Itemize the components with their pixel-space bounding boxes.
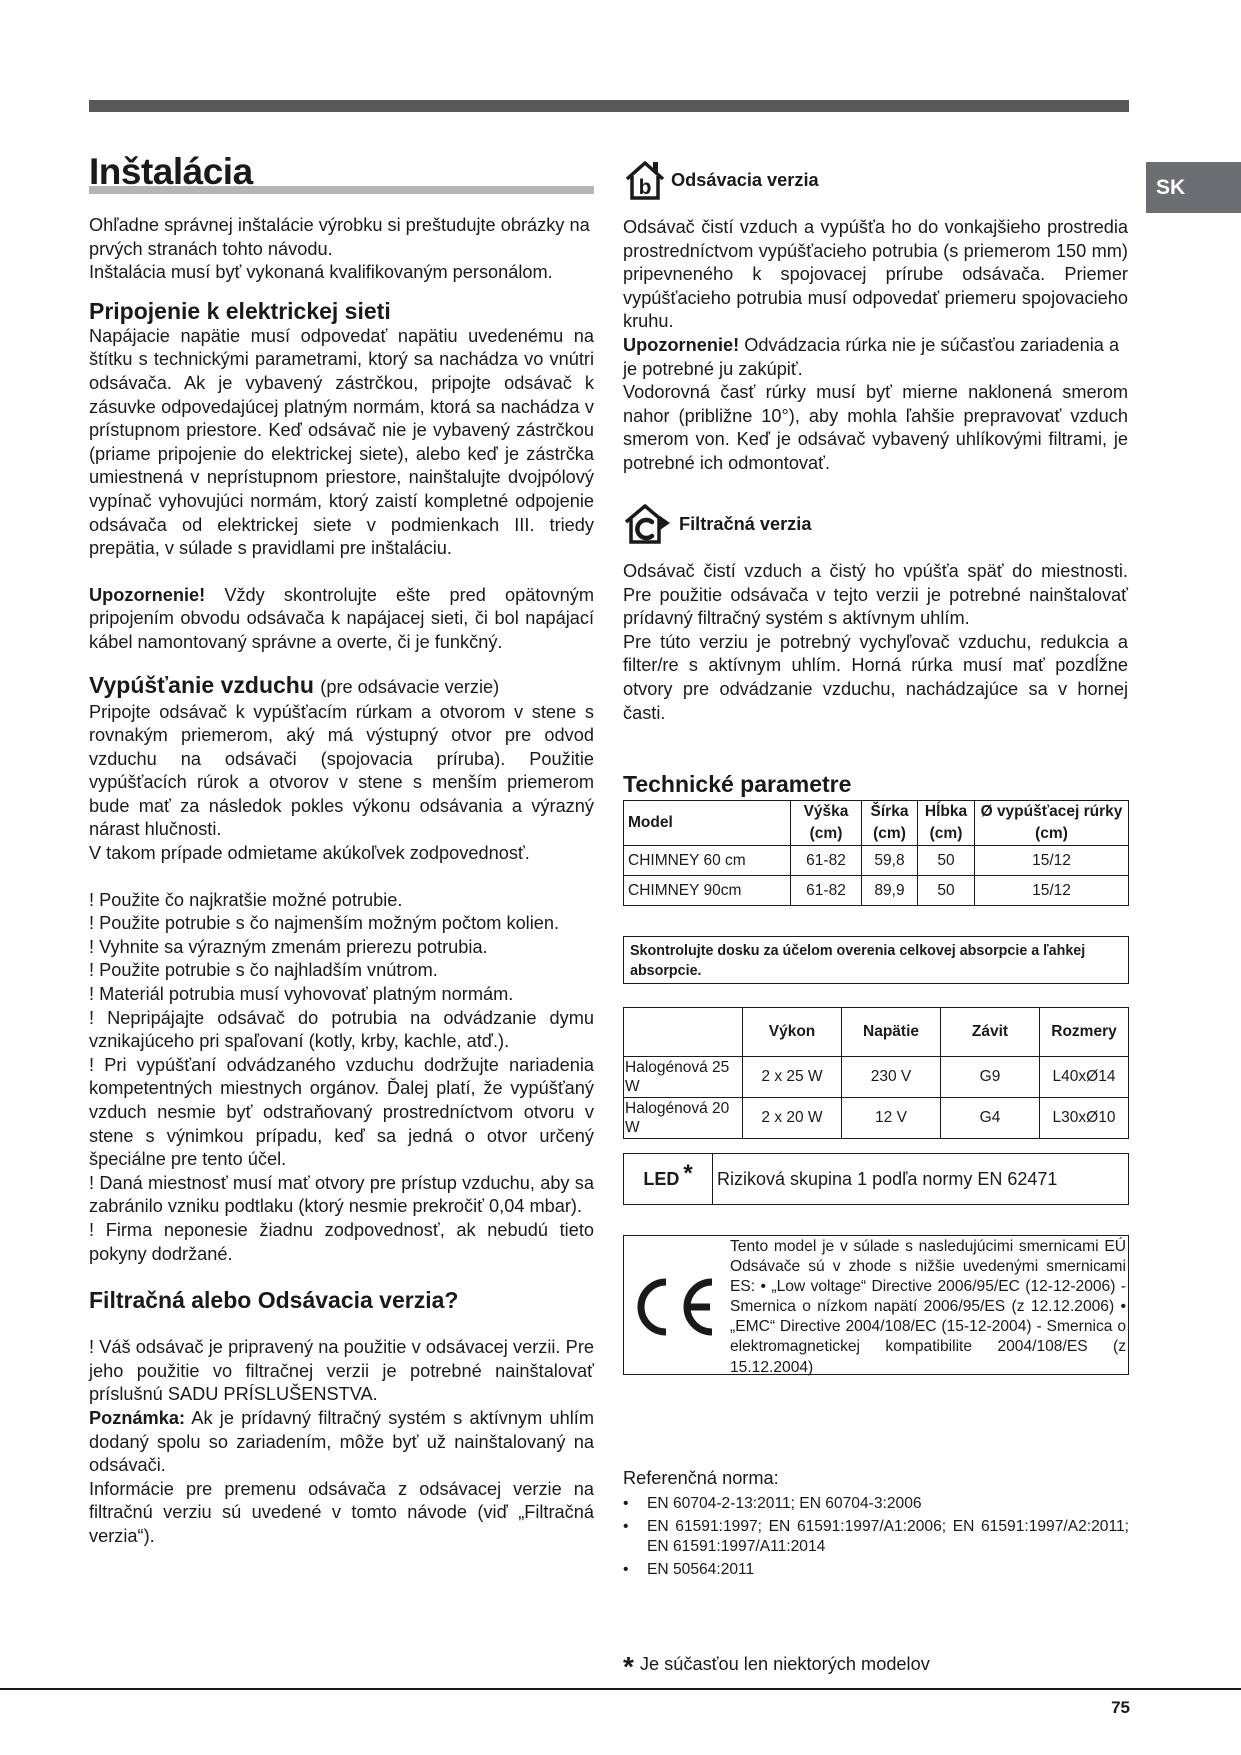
- led-label-cell: [624, 1154, 713, 1204]
- filter-version-label: Filtračná verzia: [679, 513, 812, 534]
- table-cell: 89,9: [862, 876, 918, 906]
- filter-version-text: [623, 560, 1128, 725]
- note-label: Poznámka:: [89, 1407, 186, 1428]
- list-item: [623, 1517, 1129, 1557]
- table-cell: 15/12: [975, 846, 1129, 876]
- table-row: [624, 876, 1129, 906]
- house-recirculation-icon: [623, 502, 675, 546]
- rule-item: ! Použite čo najkratšie možné potrubie.: [89, 889, 403, 910]
- col-header: Hĺbka (cm): [918, 801, 975, 846]
- table-row: [624, 1098, 1129, 1139]
- refs-list: [623, 1494, 1129, 1580]
- table-cell: 12 V: [842, 1098, 941, 1139]
- footnote-asterisk: *: [623, 1651, 634, 1682]
- ce-box: [623, 1235, 1129, 1375]
- note-text: Ak je prídavný filtračný systém s aktívnym uhlím dodaný spolu so zariadením, môže byť už nainštalovaný na odsávači.: [89, 1407, 594, 1476]
- exhaust-version-warning: [623, 334, 1128, 381]
- ref-text: EN 61591:1997; EN 61591:1997/A1:2006; EN 61591:1997/A2:2011; EN 61591:1997/A11:2014: [647, 1518, 1129, 1555]
- tech-table: [623, 800, 1129, 906]
- rule-item: ! Vyhnite sa výrazným zmenám prierezu potrubia.: [89, 936, 488, 957]
- filter-version-p2: Pre túto verziu je potrebný vychyľovač vzduchu, redukcia a filter/re s aktívnym uhlím. Horná rúrka musí mať pozdĺžne otvory pre odvádzanie vzduchu, nachádzajúce sa v hornej časti.: [623, 631, 1128, 723]
- exhaust-version-label: Odsávacia verzia: [671, 169, 819, 190]
- table-cell: 50: [918, 876, 975, 906]
- table-cell: L40xØ14: [1040, 1057, 1129, 1098]
- exhaust-version-p3: Vodorovná časť rúrky musí byť mierne naklonená smerom nahor (približne 10°), aby mohla ľahšie prepravovať vzduch smerom von. Keď je odsávač vybavený uhlíkovými filtrami, je potrebné ich odmontovať.: [623, 382, 1128, 473]
- rule-item: ! Materiál potrubia musí vyhovovať platným normám.: [89, 984, 514, 1005]
- version-heading: Filtračná alebo Odsávacia verzia?: [89, 1287, 459, 1314]
- version-p1: ! Váš odsávač je pripravený na použitie v odsávacej verzii. Pre jeho použitie vo filtračnej verzii je potrebné nainštalovať príslušnú SADU PRÍSLUŠENSTVA.: [89, 1337, 594, 1405]
- version-note: [89, 1407, 594, 1478]
- rule-item: ! Pri vypúšťaní odvádzaného vzduchu dodržujte nariadenia kompetentných miestnych orgánov. Ďalej platí, že vypúšťaný vzduch nesmie byť odstraňovaný prostredníctvom otvoru v stene s výnimkou prípadu, keď sa jedná o otvor určený špeciálne pre tento účel.: [89, 1054, 594, 1170]
- table-cell: CHIMNEY 60 cm: [624, 846, 791, 876]
- col-header: Napätie: [842, 1008, 941, 1057]
- col-header: Závit: [941, 1008, 1040, 1057]
- ref-text: EN 60704-2-13:2011; EN 60704-3:2006: [647, 1495, 922, 1512]
- table-cell: G4: [941, 1098, 1040, 1139]
- language-tab: SK: [1146, 162, 1241, 213]
- list-item: [623, 1494, 1129, 1514]
- top-bar: [89, 100, 1129, 112]
- exhaust-heading: [89, 671, 594, 701]
- bullet-icon: •: [623, 1561, 629, 1578]
- exhaust-body: Pripojte odsávač k vypúšťacím rúrkam a otvorom v stene s rovnakým priemerom, aký má výstupný otvor pre odvod vzduchu na odsávači (spojovacia príruba). Použitie vypúšťacích rúrok a otvorov v stene s menším priemerom bude mať za následok pokles výkonu odsávania a výrazný nárast hlučnosti.: [89, 701, 594, 840]
- exhaust-version-text: [623, 216, 1128, 476]
- col-header: Rozmery: [1040, 1008, 1129, 1057]
- table-cell: 2 x 25 W: [743, 1057, 842, 1098]
- refs-title: Referenčná norma:: [623, 1468, 779, 1488]
- filter-version-p1: Odsávač čistí vzduch a čistý ho vpúšťa späť do miestnosti. Pre použitie odsávača v tejto verzii je potrebné nainštalovať prídavný filtračný systém s aktívnym uhlím.: [623, 561, 1128, 629]
- warning-label: Upozornenie!: [89, 584, 206, 605]
- reference-standards: [623, 1466, 1129, 1583]
- page-number: 75: [1111, 1698, 1130, 1717]
- col-header: Ø vypúšťacej rúrky (cm): [975, 801, 1129, 846]
- exhaust-heading-text: Vypúšťanie vzduchu: [89, 671, 314, 698]
- bullet-icon: •: [623, 1495, 629, 1512]
- table-cell: 61-82: [791, 876, 862, 906]
- rule-item: ! Daná miestnosť musí mať otvory pre prístup vzduchu, aby sa zabránilo vzniku podtlaku (ktorý nesmie prekročiť 0,04 mbar).: [89, 1172, 594, 1217]
- table-cell: 230 V: [842, 1057, 941, 1098]
- table-cell: Halogénová 25 W: [624, 1057, 743, 1098]
- led-label: LED: [643, 1168, 680, 1189]
- rule-item: ! Nepripájajte odsávač do potrubia na odvádzanie dymu vznikajúceho pri spaľovaní (kotly, krby, kachle, atď.).: [89, 1007, 594, 1052]
- rule-item: ! Firma neponesie žiadnu zodpovednosť, ak nebudú tieto pokyny dodržané.: [89, 1219, 594, 1264]
- electric-body: Napájacie napätie musí odpovedať napätiu uvedenému na štítku s technickými parametrami, ktorý sa nachádza vo vnútri odsávača. Ak je vybavený zástrčkou, pripojte odsávač k zásuvke odpovedajúcej platným normám, ktorá sa nachádza v prístupnom priestore. Keď odsávač nie je vybavený zástrčkou (priame pripojenie do elektrickej siete), alebo keď je zástrčka umiestnená v neprístupnom priestore, nainštalujte dvojpólový vypínač vyhovujúci normám, ktorý zaistí kompletné odpojenie odsávača od elektrickej siete v podmienkach III. triedy prepätia, v súlade s pravidlami pre inštaláciu.: [89, 325, 594, 559]
- table-cell: 15/12: [975, 876, 1129, 906]
- list-item: [623, 1560, 1129, 1580]
- intro-line-1: Ohľadne správnej inštalácie výrobku si preštudujte obrázky na prvých stranách tohto návodu.: [89, 215, 590, 259]
- page-title: Inštalácia: [89, 151, 253, 192]
- table-row: [624, 1057, 1129, 1098]
- table-cell: G9: [941, 1057, 1040, 1098]
- table-row: [624, 846, 1129, 876]
- lamps-table: [623, 1007, 1129, 1139]
- led-box: [623, 1153, 1129, 1205]
- col-header: Model: [624, 801, 791, 846]
- exhaust-version-p1: Odsávač čistí vzduch a vypúšťa ho do vonkajšieho prostredia prostredníctvom vypúšťacieho potrubia (s priemerom 150 mm) pripevneného k spojovacej prírube odsávača. Priemer vypúšťacieho potrubia musí odpovedať priemeru spojovacieho kruhu.: [623, 217, 1128, 332]
- version-p3: Informácie pre premenu odsávača z odsávacej verzie na filtračnú verziu sú uvedené v tomto návode (viď „Filtračná verzia“).: [89, 1478, 594, 1546]
- footnote: [623, 1651, 930, 1683]
- absorption-note: Skontrolujte dosku za účelom overenia celkovej absorpcie a ľahkej absorpcie.: [623, 936, 1129, 984]
- col-header: Šírka (cm): [862, 801, 918, 846]
- lamps-header-row: [624, 1008, 1129, 1057]
- ref-text: EN 50564:2011: [647, 1561, 755, 1578]
- filter-version-header: [623, 502, 811, 546]
- svg-text:b: b: [638, 176, 652, 199]
- bullet-icon: •: [623, 1518, 629, 1535]
- exhaust-rules: [89, 889, 594, 1267]
- tech-header-row: [624, 801, 1129, 846]
- warning-label: Upozornenie!: [623, 334, 740, 355]
- exhaust-heading-note: (pre odsávacie verzie): [320, 676, 500, 697]
- table-cell: 61-82: [791, 846, 862, 876]
- intro-line-2: Inštalácia musí byť vykonaná kvalifikovaným personálom.: [89, 262, 553, 283]
- left-column: [89, 214, 594, 1549]
- led-text: Riziková skupina 1 podľa normy EN 62471: [717, 1168, 1058, 1189]
- electric-warning: [89, 584, 594, 655]
- table-cell: L30xØ10: [1040, 1098, 1129, 1139]
- warning-text: Odvádzacia rúrka nie je súčasťou zariadenia a je potrebné ju zakúpiť.: [623, 334, 1120, 379]
- bottom-rule: [0, 1688, 1241, 1690]
- exhaust-liability: V takom prípade odmietame akúkoľvek zodpovednosť.: [89, 843, 530, 864]
- table-cell: Halogénová 20 W: [624, 1098, 743, 1139]
- asterisk: *: [683, 1160, 693, 1187]
- house-exhaust-icon: [623, 158, 667, 202]
- tech-heading: Technické parametre: [623, 771, 852, 797]
- col-header: Výška (cm): [791, 801, 862, 846]
- table-cell: 50: [918, 846, 975, 876]
- rule-item: ! Použite potrubie s čo najhladším vnútrom.: [89, 960, 438, 981]
- ce-mark-icon: [630, 1276, 718, 1338]
- electric-heading: Pripojenie k elektrickej sieti: [89, 297, 391, 324]
- table-cell: CHIMNEY 90cm: [624, 876, 791, 906]
- ce-text: Tento model je v súlade s nasledujúcimi smernicami EÚ Odsávače sú v zhode s nižšie uvedenými smernicami ES: • „Low voltage“ Directive 2006/95/EC (12-12-2006) - Smernica o nízkom napätí 2006/95/ES (z 12.12.2006) • „EMC“ Directive 2004/108/EC (15-12-2004) - Smernica o elektromagnetickej kompatibilite 2004/108/ES (z 15.12.2004): [730, 1238, 1126, 1376]
- table-cell: 59,8: [862, 846, 918, 876]
- col-header: Výkon: [743, 1008, 842, 1057]
- col-header: [624, 1008, 743, 1057]
- table-cell: 2 x 20 W: [743, 1098, 842, 1139]
- warning-text: Vždy skontrolujte ešte pred opätovným pripojením obvodu odsávača k napájacej sieti, či bol napájací kábel namontovaný správne a overte, či je funkčný.: [89, 584, 594, 652]
- rule-item: ! Použite potrubie s čo najmenším možným počtom kolien.: [89, 913, 560, 934]
- exhaust-version-header: [623, 158, 819, 202]
- footnote-text: Je súčasťou len niektorých modelov: [639, 1654, 930, 1674]
